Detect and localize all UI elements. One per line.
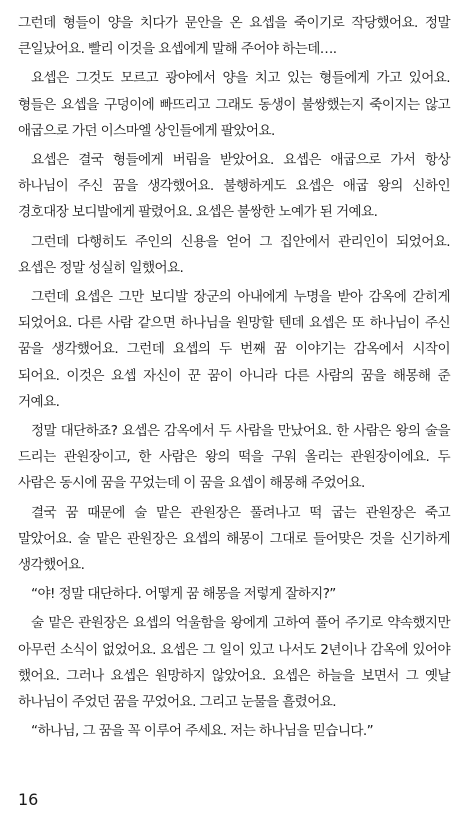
paragraph: 요셉은 그것도 모르고 광야에서 양을 치고 있는 형들에게 가고 있어요. 형들은 요셉을 구덩이에 빠뜨리고 그래도 동생이 불쌍했는지 죽이지는 않고 애굽으로 가던 이스마엘 상인들에게 팔았어요. <box>18 70 450 139</box>
paragraph: 그런데 다행히도 주인의 신용을 얻어 그 집안에서 관리인이 되었어요. 요셉은 정말 성실히 일했어요. <box>18 233 450 276</box>
page-number: 16 <box>18 790 39 809</box>
paragraph: 정말 대단하죠? 요셉은 감옥에서 두 사람을 만났어요. 한 사람은 왕의 술을 드리는 관원장이고, 한 사람은 왕의 떡을 구워 올리는 관원장이에요. 두 사람은 동시에 꿈을 꾸었는데 이 꿈을 요셉이 해몽해 주었어요. <box>18 423 450 492</box>
quote-paragraph: “하나님, 그 꿈을 꼭 이루어 주세요. 저는 하나님을 믿습니다.” <box>31 723 374 740</box>
paragraph: 그런데 형들이 양을 치다가 문안을 온 요셉을 죽이기로 작당했어요. 정말 큰일났어요. 빨리 이것을 요셉에게 말해 주어야 하는데…. <box>18 15 450 58</box>
paragraph: 술 맡은 관원장은 요셉의 억울함을 왕에게 고하여 풀어 주기로 약속했지만 아무런 소식이 없었어요. 요셉은 그 일이 있고 나서도 2년이나 감옥에 있어야 했어요. 그러나 요셉은 원망하지 않았어요. 요셉은 하늘을 보면서 그 옛날 하나님이 주었던 꿈을 꾸었어요. 그리고 눈물을 흘렸어요. <box>18 615 450 711</box>
paragraph: 요셉은 결국 형들에게 버림을 받았어요. 요셉은 애굽으로 가서 항상 하나님이 주신 꿈을 생각했어요. 불행하게도 요셉은 애굽 왕의 신하인 경호대장 보디발에게 팔렸어요. 요셉은 불쌍한 노예가 된 거예요. <box>18 152 450 221</box>
paragraph: 결국 꿈 때문에 술 맡은 관원장은 풀려나고 떡 굽는 관원장은 죽고 말았어요. 술 맡은 관원장은 요셉의 해몽이 그대로 들어맞은 것을 신기하게 생각했어요. <box>18 504 450 574</box>
paragraph: 그런데 요셉은 그만 보디발 장군의 아내에게 누명을 받아 감옥에 갇히게 되었어요. 다른 사람 같으면 하나님을 원망할 텐데 요셉은 또 하나님이 주신 꿈을 생각했어요. 그런데 요셉의 두 번째 꿈 이야기는 감옥에서 시작이 되어요. 이것은 요셉 자신이 꾼 꿈이 아니라 다른 사람의 꿈을 해몽해 준 거예요. <box>18 289 450 410</box>
body-text <box>18 10 450 747</box>
quote-paragraph: “야! 정말 대단하다. 어떻게 꿈 해몽을 저렇게 잘하지?” <box>31 586 336 603</box>
